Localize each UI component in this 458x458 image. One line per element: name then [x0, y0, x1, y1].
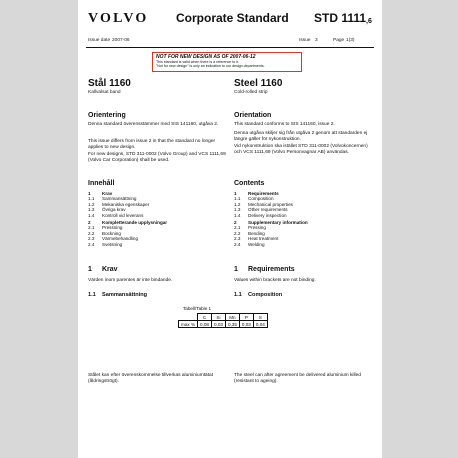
table-header-cell: P — [239, 314, 253, 321]
toc-item: 1.4 Delivery inspection — [234, 212, 287, 218]
table-caption: Tabell/Table 1 — [183, 306, 212, 311]
toc-item: 1.2 Mechanical properties — [234, 201, 293, 207]
table-header-cell: C — [198, 314, 212, 321]
left-composition-heading: 1.1 Sammansättning — [88, 292, 148, 298]
right-table-of-contents — [234, 191, 308, 247]
table-cell: 0,03 — [212, 321, 226, 328]
right-aluminium-note: The steel can after agreement be delivered aluminium killed (resistant to ageing). — [234, 373, 361, 384]
document-type-title: Corporate Standard — [176, 11, 289, 25]
table-header-cell: S — [253, 314, 267, 321]
table-cell: 0,08 — [198, 321, 212, 328]
toc-item: 2.1 Pressing — [234, 225, 266, 231]
toc-item: 1.4 Kontroll vid leverans — [88, 212, 144, 218]
table-row-label: max % — [179, 321, 198, 328]
composition-table — [178, 313, 268, 328]
toc-item: 1.2 Mekaniska egenskaper — [88, 201, 150, 207]
right-orientation-p1: This standard conforms to SIS 141160, issue 2. — [234, 122, 335, 127]
toc-item: 2.2 Bockning — [88, 230, 121, 236]
right-orientation-p2: Denna utgåva skiljer sig från utgåva 2 genom att standarden ej längre gäller för nykonstruktion. — [234, 131, 368, 142]
right-orientation-p3: Vid nykonstruktion ska istället STD 311-0002 (Volvokoncernen) och VCS 1111,69 (Volvo Personvagnar AB) användas. — [234, 144, 368, 155]
left-table-of-contents — [88, 191, 167, 247]
left-subtitle: Kallvalsat band — [88, 90, 121, 95]
left-title: Stål 1160 — [88, 78, 131, 89]
table-cell: 0,03 — [239, 321, 253, 328]
toc-item: 2.1 Pressning — [88, 225, 123, 231]
toc-item: 2.4 Welding — [234, 241, 265, 247]
right-contents-heading: Contents — [234, 180, 265, 187]
left-contents-heading: Innehåll — [88, 180, 115, 187]
toc-item: 2 Kompletterande upplysningar — [88, 220, 168, 226]
issue-value: 3 — [315, 38, 318, 43]
table-header-cell: Si — [212, 314, 226, 321]
toc-item: 1.1 Sammansättning — [88, 196, 137, 202]
toc-item: 1.1 Composition — [234, 196, 274, 202]
notice-line-1: This standard is valid when there is a reference to it. — [156, 60, 240, 64]
table-corner-cell — [179, 314, 198, 321]
notice-line-2: "Not for new design" is only an indication to our design departments. — [156, 64, 265, 69]
toc-item: 2.3 Heat treatment — [234, 236, 279, 242]
issue-date-label: Issue date — [88, 38, 111, 43]
toc-item: 2.3 Värmebehandling — [88, 236, 139, 242]
right-requirements-text: Values within brackets are not binding. — [234, 278, 316, 283]
table-header-cell: Mn — [225, 314, 239, 321]
toc-item: 1 Krav — [88, 191, 113, 196]
right-orientation-heading: Orientation — [234, 112, 272, 119]
left-orientation-p2: This issue differs from issue 2 in that the standard no longer applies to new design. — [88, 139, 216, 150]
standard-number: STD $1111_{,6}$ — [314, 11, 372, 25]
page-value: 1(3) — [346, 38, 355, 43]
right-title: Steel 1160 — [234, 78, 283, 89]
document-page — [78, 0, 382, 458]
table-header-row — [179, 314, 268, 321]
toc-item: 2 Supplementary information — [234, 220, 308, 226]
left-orientation-p1: Denna standard överensstämmer med SIS 141160, utgåva 2. — [88, 122, 219, 127]
header-divider — [86, 47, 374, 48]
toc-item: 1.3 Other requirements — [234, 207, 288, 213]
left-orientation-p3: For new designs, STD 311-0002 (Volvo Group) and VCS 1111,69 (Volvo Car Corporation) shall be used. — [88, 152, 226, 163]
left-aluminium-note: Stålet kan efter överenskommelse tillverkas aluminiumtätat (åldringströgt). — [88, 373, 214, 384]
left-requirements-text: Värden inom parentes är inte bindande. — [88, 278, 173, 283]
right-composition-heading: 1.1 Composition — [234, 292, 283, 298]
left-orientation-heading: Orientering — [88, 112, 126, 119]
toc-item: 1 Requirements — [234, 191, 279, 196]
notice-title: NOT FOR NEW DESIGN AS OF 2007-06-12 — [156, 54, 256, 60]
toc-item: 2.2 Bending — [234, 230, 265, 236]
volvo-logo: VOLVO — [88, 11, 149, 26]
toc-item: 1.3 Övriga krav — [88, 207, 126, 213]
left-requirements-heading: 1 Krav — [88, 266, 118, 273]
toc-item: 2.4 Svetsning — [88, 241, 123, 247]
right-requirements-heading: 1 Requirements — [234, 266, 295, 273]
right-subtitle: Cold-rolled strip — [234, 90, 268, 95]
table-row — [179, 321, 268, 328]
not-for-new-design-notice — [152, 52, 302, 72]
table-cell: 0,35 — [225, 321, 239, 328]
issue-date-value: 2007-06 — [112, 38, 130, 43]
issue-label: Issue — [299, 38, 311, 43]
table-cell: 0,04 — [253, 321, 267, 328]
page-label: Page — [333, 38, 345, 43]
